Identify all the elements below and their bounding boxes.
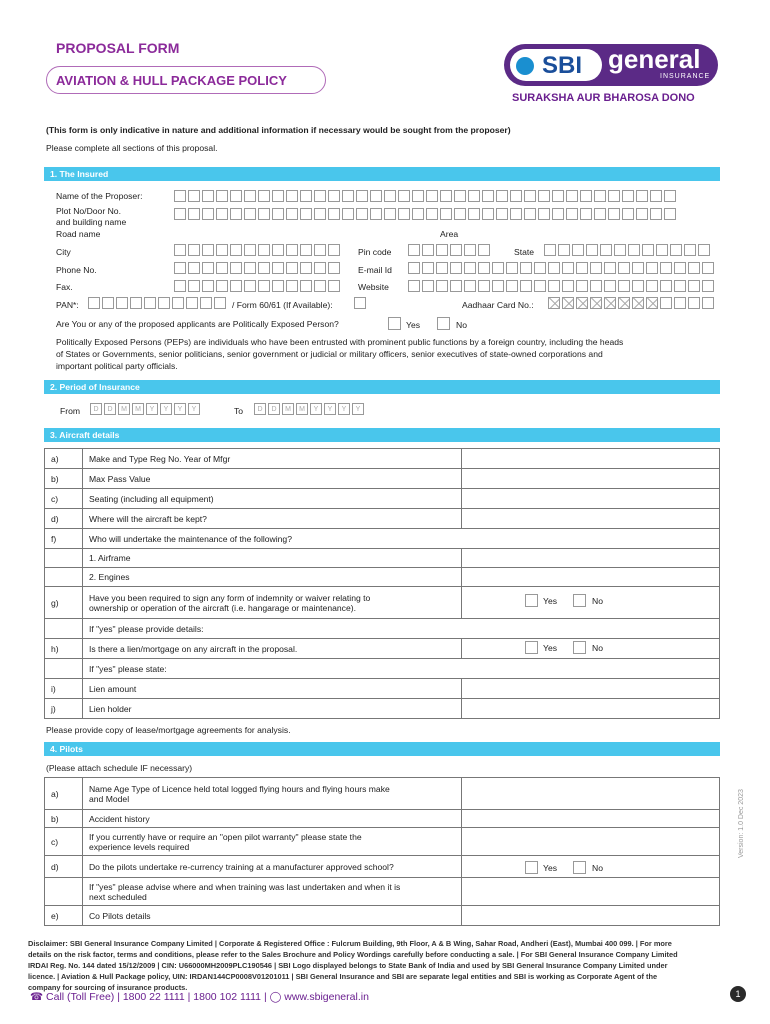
- website-link[interactable]: www.sbigeneral.in: [284, 991, 369, 1003]
- label-proposer-name: Name of the Proposer:: [56, 191, 143, 201]
- footer-contact: [30, 991, 369, 1003]
- intro-instruction: Please complete all sections of this proposal.: [46, 143, 218, 153]
- state-boxes[interactable]: [544, 244, 710, 256]
- training-no-checkbox[interactable]: [573, 861, 586, 874]
- globe-icon: ◯: [269, 991, 282, 1003]
- pep-definition-3: important political party officials.: [56, 361, 178, 371]
- answer-cell[interactable]: [462, 878, 720, 906]
- answer-cell[interactable]: [462, 549, 720, 568]
- g-yes-checkbox[interactable]: [525, 594, 538, 607]
- form60-box[interactable]: [354, 297, 366, 309]
- section-header-pilots: 4. Pilots: [44, 742, 720, 756]
- to-date-boxes[interactable]: D D M M Y Y Y Y: [254, 403, 364, 415]
- label-to: To: [234, 406, 244, 416]
- g-no-checkbox[interactable]: [573, 594, 586, 607]
- pep-no-checkbox[interactable]: [437, 317, 450, 330]
- label-state: State: [514, 247, 535, 257]
- pep-definition-2: of States or Governments, senior politicians, senior government or judicial or military officers, senior executives of state-owned corporations and: [56, 349, 603, 359]
- training-yes-checkbox[interactable]: [525, 861, 538, 874]
- pilots-table: a) Name Age Type of Licence held total logged flying hours and flying hours make and Model b) Accident history c) If you currently have or require an "open pilot warranty" please state the experience levels required d) Do the pilots undertake re-currency training at a manufacturer approved school? If "yes" please advise where and when training was last undertaken and when it is next scheduled e) Co Pilots details: [44, 777, 720, 926]
- label-from: From: [60, 406, 81, 416]
- label-plot: Plot No/Door No.: [56, 206, 121, 216]
- pincode-boxes[interactable]: [408, 244, 490, 256]
- logo-sbi-text: SBI: [542, 52, 583, 79]
- pep-question: Are You or any of the proposed applicants are Politically Exposed Person?: [56, 319, 339, 329]
- answer-cell[interactable]: [462, 828, 720, 856]
- intro-note: (This form is only indicative in nature and additional information if necessary would be sought from the proposer): [46, 125, 511, 135]
- label-building: and building name: [56, 217, 127, 227]
- answer-cell[interactable]: [462, 509, 720, 529]
- answer-cell[interactable]: [462, 489, 720, 509]
- section-header-aircraft: 3. Aircraft details: [44, 428, 720, 442]
- h-no-label: No: [592, 643, 603, 653]
- row-label: a): [45, 449, 83, 469]
- answer-cell[interactable]: [462, 469, 720, 489]
- page-number: 1: [730, 986, 746, 1002]
- section-header-period: 2. Period of Insurance: [44, 380, 720, 394]
- label-fax: Fax.: [56, 282, 73, 292]
- website-boxes[interactable]: [408, 280, 714, 292]
- training-yes-label: Yes: [543, 863, 558, 873]
- label-area: Area: [440, 229, 459, 239]
- label-city: City: [56, 247, 71, 257]
- section-header-insured: 1. The Insured: [44, 167, 720, 181]
- fax-boxes[interactable]: [174, 280, 340, 292]
- lease-note: Please provide copy of lease/mortgage agreements for analysis.: [46, 725, 291, 735]
- sbi-keyhole-icon: [516, 57, 534, 75]
- city-boxes[interactable]: [174, 244, 340, 256]
- logo-general-text: general: [608, 44, 701, 74]
- proposer-name-boxes[interactable]: [174, 190, 676, 202]
- row-text: Make and Type Reg No. Year of Mfgr: [82, 449, 461, 469]
- pep-yes-checkbox[interactable]: [388, 317, 401, 330]
- h-yes-checkbox[interactable]: [525, 641, 538, 654]
- label-aadhaar: Aadhaar Card No.:: [462, 300, 534, 310]
- label-phone: Phone No.: [56, 265, 97, 275]
- answer-cell[interactable]: [462, 906, 720, 926]
- g-yes-label: Yes: [543, 596, 558, 606]
- pan-boxes[interactable]: [88, 297, 226, 309]
- h-no-checkbox[interactable]: [573, 641, 586, 654]
- pep-yes-label: Yes: [406, 320, 421, 330]
- disclaimer: Disclaimer: SBI General Insurance Company Limited | Corporate & Registered Office : Fulcrum Building, 9th Floor, A & B Wing, Sahar Road, Andheri (East), Mumbai 400 099. | For more details on the risk factor, terms and conditions, please refer to the Sales Brochure and Policy Wordings carefully before conducting a sale. | For SBI General Insurance Company Limited IRDAI Reg. No. 144 dated 15/12/2009 | CIN: U66000MH2009PLC190546 | SBI Logo displayed belongs to State Bank of India and used by SBI General Insurance Company Limited under licence. | Aviation & Hull Package policy, UIN: IRDAN144CP0008V01201011 | SBI General Insurance and SBI are separate legal entities and SBI is working as Corporate Agent of the company for sourcing of insurance products.: [28, 939, 678, 992]
- label-email: E-mail Id: [358, 265, 392, 275]
- version-text: Version: 1.0 Dec 2023: [738, 789, 745, 858]
- pep-definition-1: Politically Exposed Persons (PEPs) are individuals who have been entrusted with prominent public functions by a foreign country, including the heads: [56, 337, 624, 347]
- label-pan: PAN*:: [56, 300, 79, 310]
- label-form60: / Form 60/61 (If Available):: [232, 300, 333, 310]
- policy-name: AVIATION & HULL PACKAGE POLICY: [56, 73, 287, 88]
- answer-cell[interactable]: [462, 679, 720, 699]
- logo-insurance-text: INSURANCE: [660, 73, 711, 80]
- pep-no-label: No: [456, 320, 467, 330]
- attach-note: (Please attach schedule IF necessary): [46, 763, 193, 773]
- answer-cell[interactable]: [462, 568, 720, 587]
- training-no-label: No: [592, 863, 603, 873]
- answer-cell[interactable]: [462, 449, 720, 469]
- email-boxes[interactable]: [408, 262, 714, 274]
- answer-cell[interactable]: [462, 810, 720, 828]
- tagline: SURAKSHA AUR BHAROSA DONO: [512, 92, 695, 104]
- label-pincode: Pin code: [358, 247, 392, 257]
- h-yes-label: Yes: [543, 643, 558, 653]
- answer-cell[interactable]: [462, 778, 720, 810]
- form-title: PROPOSAL FORM: [56, 40, 180, 56]
- aircraft-details-table: a) Make and Type Reg No. Year of Mfgr b) Max Pass Value c) Seating (including all equipment) d) Where will the aircraft be kept? f) Who will undertake the maintenance of the following? 1. Airframe 2. Engines g) Have you been required to sign any form of indemnity or waiver relating to ownership or operation of the aircraft (i.e. hangarage or maintenance). If "yes" please provide details: h) Is there a lien/mortgage on any aircraft in the proposal. If "yes" please state: i) Lien amount j) Lien holder: [44, 448, 720, 719]
- phone-boxes[interactable]: [174, 262, 340, 274]
- g-no-label: No: [592, 596, 603, 606]
- address-boxes[interactable]: [174, 208, 676, 220]
- label-website: Website: [358, 282, 389, 292]
- phone-icon: ☎: [30, 991, 44, 1003]
- from-date-boxes[interactable]: D D M M Y Y Y Y: [90, 403, 200, 415]
- label-road: Road name: [56, 229, 101, 239]
- aadhaar-boxes[interactable]: [548, 297, 714, 309]
- toll-free-numbers: Call (Toll Free) | 1800 22 1111 | 1800 102 1111 |: [46, 991, 267, 1003]
- answer-cell[interactable]: [462, 699, 720, 719]
